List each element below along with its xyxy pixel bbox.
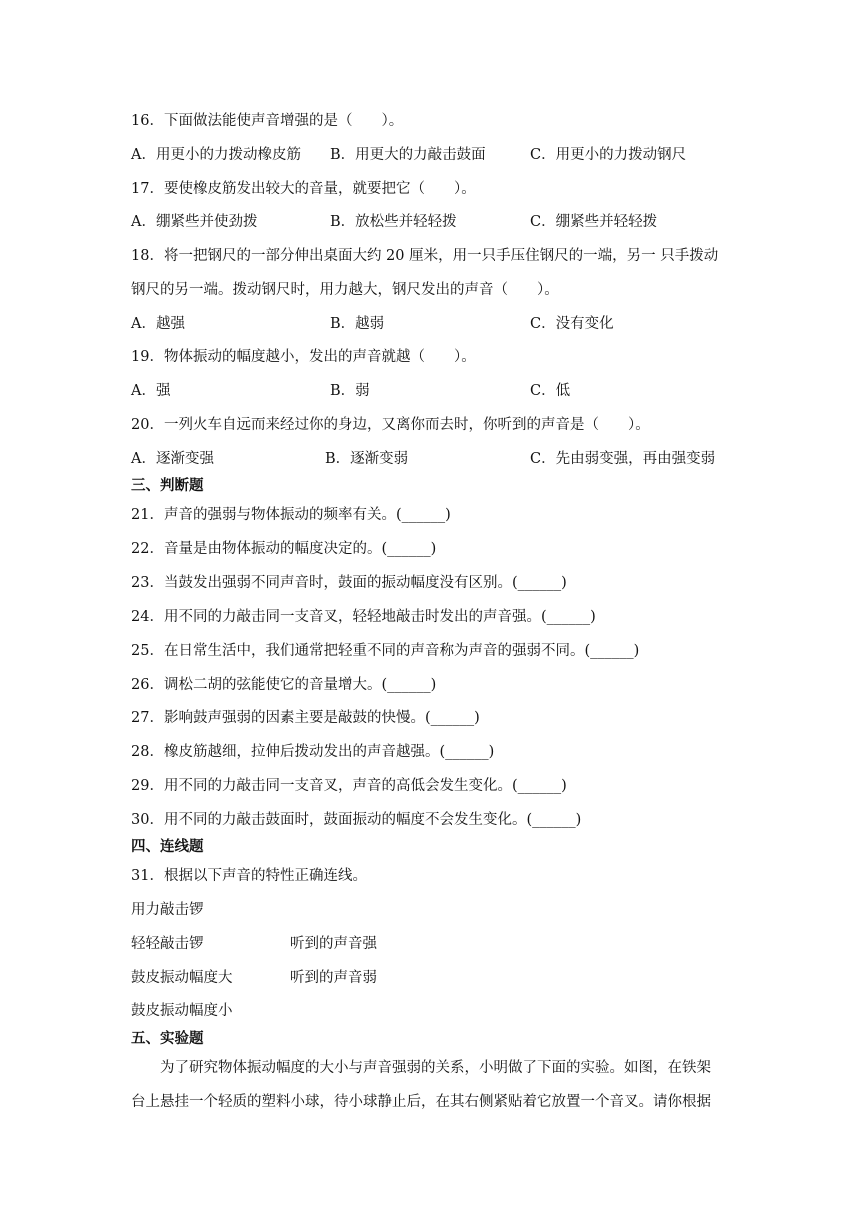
judge-item: 26．调松二胡的弦能使它的音量增大。(______) bbox=[131, 677, 437, 693]
experiment-text-line1: 为了研究物体振动幅度的大小与声音强弱的关系，小明做了下面的实验。如图，在铁架 bbox=[160, 1060, 711, 1076]
question-16-stem: 16．下面做法能使声音增强的是（ ）。 bbox=[131, 113, 404, 129]
question-20-option-c: C．先由弱变强，再由强变弱 bbox=[530, 451, 716, 467]
question-31-stem: 31．根据以下声音的特性正确连线。 bbox=[131, 868, 367, 884]
section-5-heading: 五、实验题 bbox=[131, 1031, 204, 1047]
experiment-text-line2: 台上悬挂一个轻质的塑料小球，待小球静止后，在其右侧紧贴着它放置一个音叉。请你根据 bbox=[131, 1094, 711, 1110]
question-17-option-b: B．放松些并轻轻拨 bbox=[330, 214, 457, 230]
judge-item: 22．音量是由物体振动的幅度决定的。(______) bbox=[131, 541, 437, 557]
question-18-stem-line2: 钢尺的另一端。拨动钢尺时，用力越大，钢尺发出的声音（ ）。 bbox=[131, 282, 559, 298]
judge-item: 29．用不同的力敲击同一支音叉，声音的高低会发生变化。(______) bbox=[131, 778, 567, 794]
judge-item: 27．影响鼓声强弱的因素主要是敲鼓的快慢。(______) bbox=[131, 710, 480, 726]
match-left-item: 鼓皮振动幅度小 bbox=[131, 1003, 233, 1019]
judge-item: 24．用不同的力敲击同一支音叉，轻轻地敲击时发出的声音强。(______) bbox=[131, 609, 596, 625]
match-left-item: 鼓皮振动幅度大 bbox=[131, 970, 233, 986]
match-right-item: 听到的声音强 bbox=[290, 936, 377, 952]
match-left-item: 轻轻敲击锣 bbox=[131, 936, 204, 952]
question-19-option-b: B．弱 bbox=[330, 383, 370, 399]
question-18-option-b: B．越弱 bbox=[330, 316, 385, 332]
judge-item: 30．用不同的力敲击鼓面时，鼓面振动的幅度不会发生变化。(______) bbox=[131, 812, 582, 828]
question-18-option-c: C．没有变化 bbox=[530, 316, 614, 332]
match-right-item: 听到的声音弱 bbox=[290, 970, 377, 986]
question-17-option-c: C．绷紧些并轻轻拨 bbox=[530, 214, 658, 230]
question-20-option-b: B．逐渐变弱 bbox=[325, 451, 409, 467]
section-4-heading: 四、连线题 bbox=[131, 839, 204, 855]
match-left-item: 用力敲击锣 bbox=[131, 902, 204, 918]
question-20-stem: 20．一列火车自远而来经过你的身边，又离你而去时，你听到的声音是（ ）。 bbox=[131, 417, 650, 433]
judge-item: 25．在日常生活中，我们通常把轻重不同的声音称为声音的强弱不同。(______) bbox=[131, 643, 640, 659]
judge-item: 23．当鼓发出强弱不同声音时，鼓面的振动幅度没有区别。(______) bbox=[131, 575, 567, 591]
judge-item: 21．声音的强弱与物体振动的频率有关。(______) bbox=[131, 507, 451, 523]
question-17-option-a: A．绷紧些并使劲拨 bbox=[131, 214, 258, 230]
question-19-option-a: A．强 bbox=[131, 383, 171, 399]
question-20-option-a: A．逐渐变强 bbox=[131, 451, 214, 467]
question-18-option-a: A．越强 bbox=[131, 316, 185, 332]
section-3-heading: 三、判断题 bbox=[131, 478, 204, 494]
question-19-stem: 19．物体振动的幅度越小，发出的声音就越（ ）。 bbox=[131, 349, 476, 365]
question-18-stem-line1: 18．将一把钢尺的一部分伸出桌面大约 20 厘米，用一只手压住钢尺的一端，另一 只手拨动 bbox=[131, 248, 719, 264]
judge-item: 28．橡皮筋越细，拉伸后拨动发出的声音越强。(______) bbox=[131, 744, 495, 760]
question-19-option-c: C．低 bbox=[530, 383, 571, 399]
question-17-stem: 17．要使橡皮筋发出较大的音量，就要把它（ ）。 bbox=[131, 181, 476, 197]
question-16-option-a: A．用更小的力拨动橡皮筋 bbox=[131, 147, 301, 163]
question-16-option-b: B．用更大的力敲击鼓面 bbox=[330, 147, 486, 163]
question-16-option-c: C．用更小的力拨动钢尺 bbox=[530, 147, 687, 163]
